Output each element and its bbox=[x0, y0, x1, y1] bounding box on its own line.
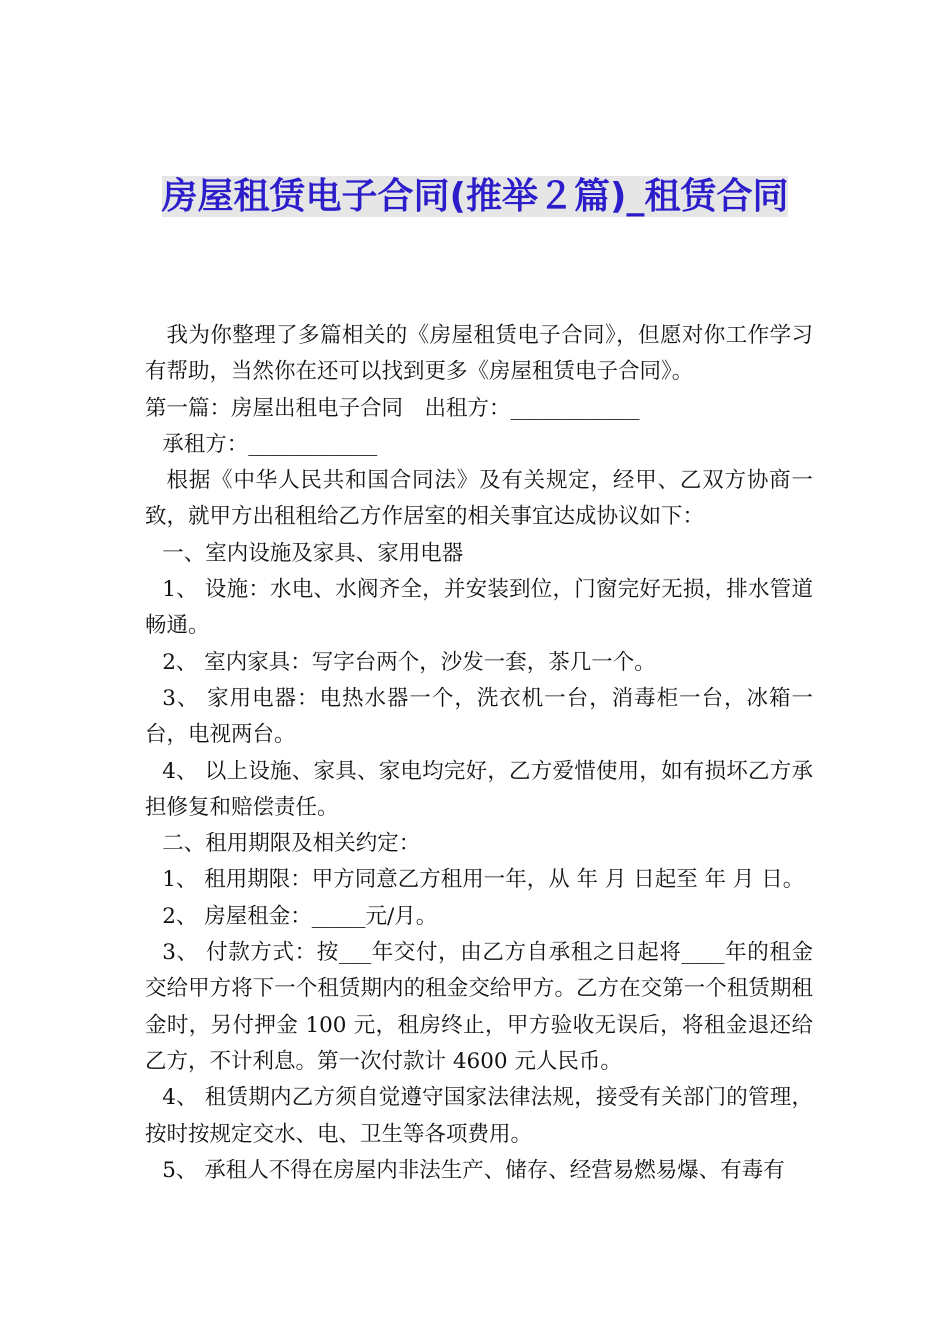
document-title-text: 房屋租赁电子合同(推举２篇)_租赁合同 bbox=[161, 176, 789, 217]
section-heading-part-one: 第一篇：房屋出租电子合同 出租方：____________ bbox=[145, 395, 640, 421]
clause-item: 1、 租用期限：甲方同意乙方租用一年，从 年 月 日起至 年 月 日。 bbox=[162, 867, 805, 893]
clause-item: 1、 设施：水电、水阀齐全，并安装到位，门窗完好无损，排水管道畅通。 bbox=[145, 577, 813, 639]
clause-item: 3、 家用电器：电热水器一个，洗衣机一台，消毒柜一台，冰箱一台，电视两台。 bbox=[145, 685, 813, 748]
clause-item: 2、 室内家具：写字台两个，沙发一套，茶几一个。 bbox=[162, 649, 656, 675]
clause-item: 2、 房屋租金：_____元/月。 bbox=[162, 903, 438, 929]
clause-heading-2: 二、租用期限及相关约定： bbox=[162, 831, 421, 857]
tenant-line: 承租方：____________ bbox=[162, 431, 378, 457]
document-body bbox=[145, 318, 813, 1189]
clause-heading-1: 一、室内设施及家具、家用电器 bbox=[162, 540, 464, 566]
clause-item: 5、 承租人不得在房屋内非法生产、储存、经营易燃易爆、有毒有 bbox=[162, 1157, 785, 1183]
clause-item: 3、 付款方式：按___年交付，由乙方自承租之日起将____年的租金交给甲方将下一个租赁期内的租金交给甲方。乙方在交第一个租赁期租金时，另付押金 100 元，租房终止，甲方验收无误后，将租金退还给乙方，不计利息。第一次付款计 4600 元人民币。 bbox=[145, 940, 813, 1074]
agreement-preamble: 根据《中华人民共和国合同法》及有关规定，经甲、乙双方协商一致，就甲方出租租给乙方作居室的相关事宜达成协议如下： bbox=[145, 468, 813, 530]
document-title bbox=[150, 170, 800, 224]
clause-item: 4、 以上设施、家具、家电均完好，乙方爱惜使用，如有损坏乙方承担修复和赔偿责任。 bbox=[145, 758, 813, 820]
clause-item: 4、 租赁期内乙方须自觉遵守国家法律法规，接受有关部门的管理，按时按规定交水、电、卫生等各项费用。 bbox=[145, 1085, 813, 1147]
intro-paragraph: 我为你整理了多篇相关的《房屋租赁电子合同》，但愿对你工作学习有帮助，当然你在还可以找到更多《房屋租赁电子合同》。 bbox=[145, 323, 813, 385]
